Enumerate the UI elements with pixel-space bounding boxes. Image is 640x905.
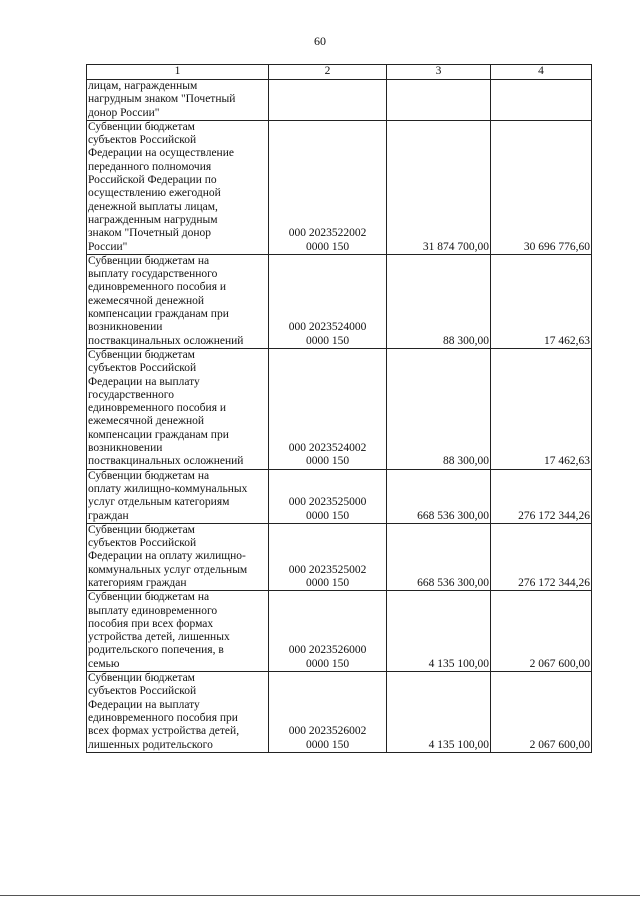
row-executed-amount: 17 462,63 [491,254,592,348]
table-row [87,120,592,254]
row-planned-amount: 4 135 100,00 [387,591,491,672]
row-planned-amount: 88 300,00 [387,254,491,348]
row-planned-amount: 668 536 300,00 [387,523,491,590]
row-budget-code: 000 2023524000 0000 150 [269,254,387,348]
table-row [87,469,592,523]
row-budget-code: 000 2023522002 0000 150 [269,120,387,254]
row-executed-amount: 17 462,63 [491,348,592,469]
row-budget-code: 000 2023525000 0000 150 [269,469,387,523]
row-budget-code: 000 2023525002 0000 150 [269,523,387,590]
column-header-1: 1 [87,65,269,80]
row-planned-amount [387,80,491,121]
row-description: лицам, награжденным нагрудным знаком "Почетный донор России" [87,80,269,121]
column-header-4: 4 [491,65,592,80]
table-header-row [87,65,592,80]
column-header-3: 3 [387,65,491,80]
row-executed-amount: 30 696 776,60 [491,120,592,254]
table-row [87,348,592,469]
row-budget-code: 000 2023524002 0000 150 [269,348,387,469]
row-description: Субвенции бюджетам на оплату жилищно-коммунальных услуг отдельным категориям граждан [87,469,269,523]
row-planned-amount: 31 874 700,00 [387,120,491,254]
row-planned-amount: 4 135 100,00 [387,672,491,753]
column-header-2: 2 [269,65,387,80]
budget-table [86,64,592,753]
row-executed-amount: 2 067 600,00 [491,591,592,672]
row-planned-amount: 668 536 300,00 [387,469,491,523]
table-row [87,672,592,753]
row-executed-amount: 276 172 344,26 [491,469,592,523]
row-description: Субвенции бюджетам на выплату единовременного пособия при всех формах устройства детей, лишенных родительского попечения, в семью [87,591,269,672]
table-row [87,80,592,121]
row-executed-amount: 276 172 344,26 [491,523,592,590]
row-description: Субвенции бюджетам субъектов Российской Федерации на оплату жилищно- коммунальных услуг отдельным категориям граждан [87,523,269,590]
row-budget-code [269,80,387,121]
row-planned-amount: 88 300,00 [387,348,491,469]
page-number: 60 [314,34,326,48]
row-description: Субвенции бюджетам субъектов Российской Федерации на осуществление переданного полномочия Российской Федерации по осуществлению ежегодной денежной выплаты лицам, награжденным нагрудным знаком "Почетный донор России" [87,120,269,254]
page-bottom-rule [0,895,640,896]
table-row [87,591,592,672]
row-executed-amount: 2 067 600,00 [491,672,592,753]
row-executed-amount [491,80,592,121]
table-row [87,254,592,348]
row-description: Субвенции бюджетам субъектов Российской Федерации на выплату единовременного пособия при всех формах устройства детей, лишенных родительского [87,672,269,753]
row-description: Субвенции бюджетам субъектов Российской Федерации на выплату государственного единовременного пособия и ежемесячной денежной компенсации гражданам при возникновении поствакцинальных осложнений [87,348,269,469]
row-description: Субвенции бюджетам на выплату государственного единовременного пособия и ежемесячной денежной компенсации гражданам при возникновении поствакцинальных осложнений [87,254,269,348]
row-budget-code: 000 2023526002 0000 150 [269,672,387,753]
row-budget-code: 000 2023526000 0000 150 [269,591,387,672]
table-row [87,523,592,590]
